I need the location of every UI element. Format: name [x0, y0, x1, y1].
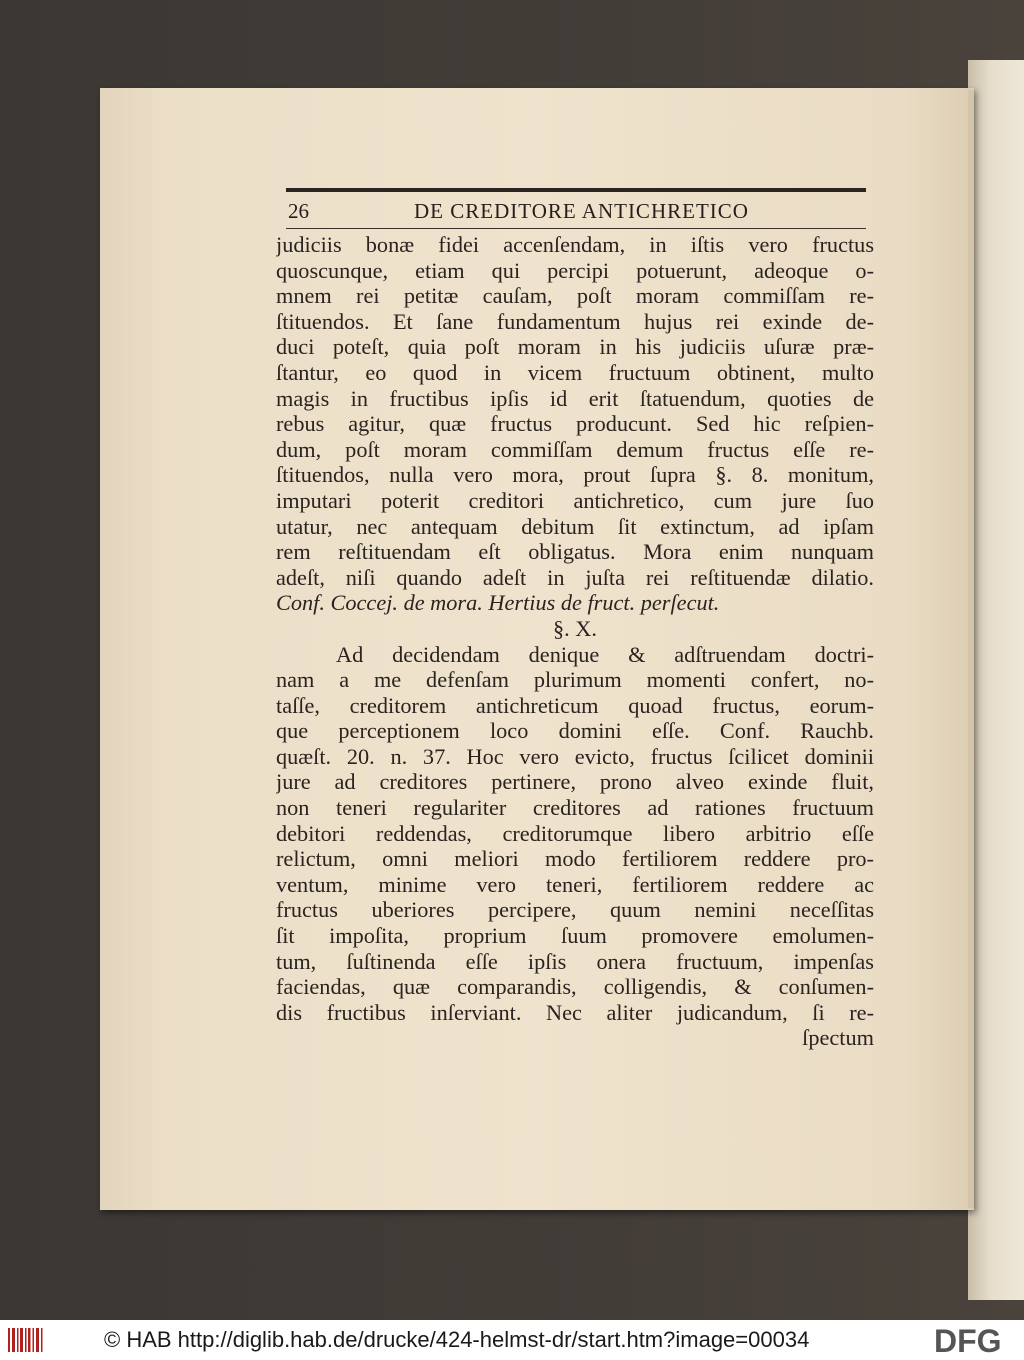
text-line: dis fructibus inſerviant. Nec aliter judicandum, ſi re-	[276, 999, 874, 1025]
barcode-icon	[6, 1324, 44, 1356]
text-line: quæſt. 20. n. 37. Hoc vero evicto, fructus ſcilicet dominii	[276, 743, 874, 769]
text-line: jure ad creditores pertinere, prono alveo exinde fluit,	[276, 769, 874, 795]
text-line: Ad decidendam denique & adſtruendam doctri-	[336, 641, 874, 667]
page-number: 26	[288, 199, 309, 223]
text-line: ſit impoſita, proprium ſuum promovere emolumen-	[276, 923, 874, 949]
viewer-footer	[0, 1320, 1024, 1360]
section-heading: §. X.	[553, 615, 597, 641]
text-line: dum, poſt moram commiſſam demum fructus eſſe re-	[276, 436, 874, 462]
text-line: imputari poterit creditori antichretico, cum jure ſuo	[276, 487, 874, 513]
text-line: debitori reddendas, creditorumque libero arbitrio eſſe	[276, 820, 874, 846]
running-head: DE CREDITORE ANTICHRETICO	[414, 199, 749, 223]
copyright-url[interactable]: © HAB http://diglib.hab.de/drucke/424-helmst-dr/start.htm?image=00034	[104, 1327, 810, 1352]
text-line: ventum, minime vero teneri, fertiliorem reddere ac	[276, 871, 874, 897]
page-edge	[968, 90, 974, 1208]
text-line: rem reſtituendam eſt obligatus. Mora enim nunquam	[276, 539, 874, 565]
text-line: utatur, nec antequam debitum ſit extinctum, ad ipſam	[276, 513, 874, 539]
text-line: magis in fructibus ipſis id erit ſtatuendum, quoties de	[276, 385, 874, 411]
text-line: que perceptionem loco domini eſſe. Conf. Rauchb.	[276, 718, 874, 744]
text-line: ſtantur, eo quod in vicem fructuum obtinent, multo	[276, 359, 874, 385]
dfg-logo-text: DFG	[934, 1323, 1002, 1357]
text-line: tum, ſuſtinenda eſſe ipſis onera fructuum, impenſas	[276, 948, 874, 974]
text-line: judiciis bonæ fidei accenſendam, in iſtis vero fructus	[276, 232, 874, 257]
body-text	[276, 232, 874, 1051]
page-header	[288, 196, 868, 226]
text-line: fructus uberiores percipere, quum nemini neceſſitas	[276, 897, 874, 923]
catchword: ſpectum	[802, 1025, 874, 1051]
text-line: relictum, omni meliori modo fertiliorem reddere pro-	[276, 846, 874, 872]
text-line: adeſt, niſi quando adeſt in juſta rei reſtituendæ dilatio.	[276, 564, 874, 590]
dfg-logo	[932, 1323, 1018, 1357]
text-line: ſtituendos. Et ſane fundamentum hujus rei exinde de-	[276, 308, 874, 334]
header-rule-thick	[286, 188, 866, 192]
text-line: faciendas, quæ comparandis, colligendis, & conſumen-	[276, 974, 874, 1000]
citation-line: Conf. Coccej. de mora. Hertius de fruct. perſecut.	[276, 590, 720, 616]
text-line: nam a me defenſam plurimum momenti confert, no-	[276, 667, 874, 693]
text-line: rebus agitur, quæ fructus producunt. Sed hic reſpien-	[276, 411, 874, 437]
facing-page-edge	[968, 60, 1024, 1300]
text-line: duci poteſt, quia poſt moram in his judiciis uſuræ præ-	[276, 334, 874, 360]
text-line: quoscunque, etiam qui percipi potuerunt, adeoque o-	[276, 257, 874, 283]
text-line: non teneri regulariter creditores ad rationes fructuum	[276, 795, 874, 821]
text-line: taſſe, creditorem antichreticum quoad fructus, eorum-	[276, 692, 874, 718]
header-rule-thin	[286, 228, 866, 229]
text-line: mnem rei petitæ cauſam, poſt moram commiſſam re-	[276, 283, 874, 309]
text-line: ſtituendos, nulla vero mora, prout ſupra §. 8. monitum,	[276, 462, 874, 488]
